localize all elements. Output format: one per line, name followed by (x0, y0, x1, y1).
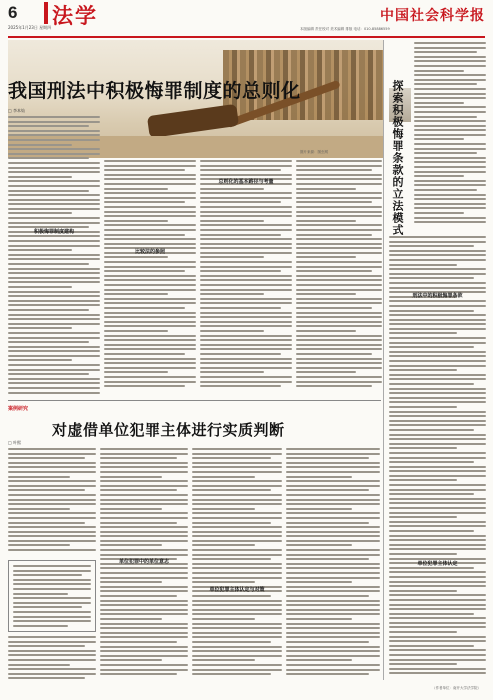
case-body-col-4 (286, 448, 380, 684)
lead-body-col-4 (296, 160, 382, 396)
case-study-label: 案例研究 (8, 406, 29, 412)
lead-body-col-2 (104, 160, 196, 396)
case-headline: 对虚借单位犯罪主体进行实质判断 (52, 421, 285, 439)
photo-gavel-head (147, 104, 239, 138)
case-facts-box (8, 560, 96, 632)
page-number: 6 (8, 3, 18, 22)
sidebar-subhead-2: 单位犯罪主体认定 (417, 561, 458, 567)
lead-byline: □ 李本灿 (8, 108, 26, 113)
lead-headline: 我国刑法中积极悔罪制度的总则化 (8, 80, 301, 102)
photo-caption: 图片来源：图虫网 (300, 150, 328, 154)
lead-subhead-2: 比较法的参照 (134, 249, 165, 255)
lead-subhead-1: 积极悔罪制度建构 (33, 229, 74, 235)
sidebar-subhead-1: 刑法中的积极悔罪条款 (412, 293, 463, 299)
case-body-col-1 (8, 448, 96, 556)
sidebar-headline: 探索积极悔罪条款的立法模式 (391, 80, 404, 236)
section-divider (8, 400, 381, 401)
case-subhead-2: 单位犯罪主体认定与对策 (209, 587, 265, 593)
editors-line: 本版编辑 责任校对 美术编辑 排版 电话：010-85886559 (300, 27, 390, 31)
lead-subhead-3: 总则化的基本路径与考量 (218, 179, 274, 185)
lead-body-col-1 (8, 116, 100, 396)
sidebar-body-1 (414, 42, 486, 232)
column-divider (383, 40, 384, 680)
masthead (0, 0, 493, 42)
case-byline: □ 叶熙 (8, 440, 22, 445)
case-body-col-1b (8, 636, 96, 686)
issue-date: 2025年1月23日 星期四 (8, 25, 52, 30)
masthead-rule (8, 36, 485, 38)
lead-body-col-3 (200, 160, 292, 396)
author-affiliation: （作者单位：南开大学法学院） (432, 686, 481, 690)
newspaper-name: 中国社会科学报 (380, 8, 485, 24)
section-marker-bar (44, 2, 48, 24)
case-facts-text (13, 565, 91, 627)
case-subhead-1: 单位犯罪中的单位意志 (118, 559, 169, 565)
section-title: 法学 (52, 3, 98, 28)
case-body-col-3 (192, 448, 282, 686)
case-body-col-2 (100, 448, 188, 686)
sidebar-body-2 (389, 236, 486, 676)
